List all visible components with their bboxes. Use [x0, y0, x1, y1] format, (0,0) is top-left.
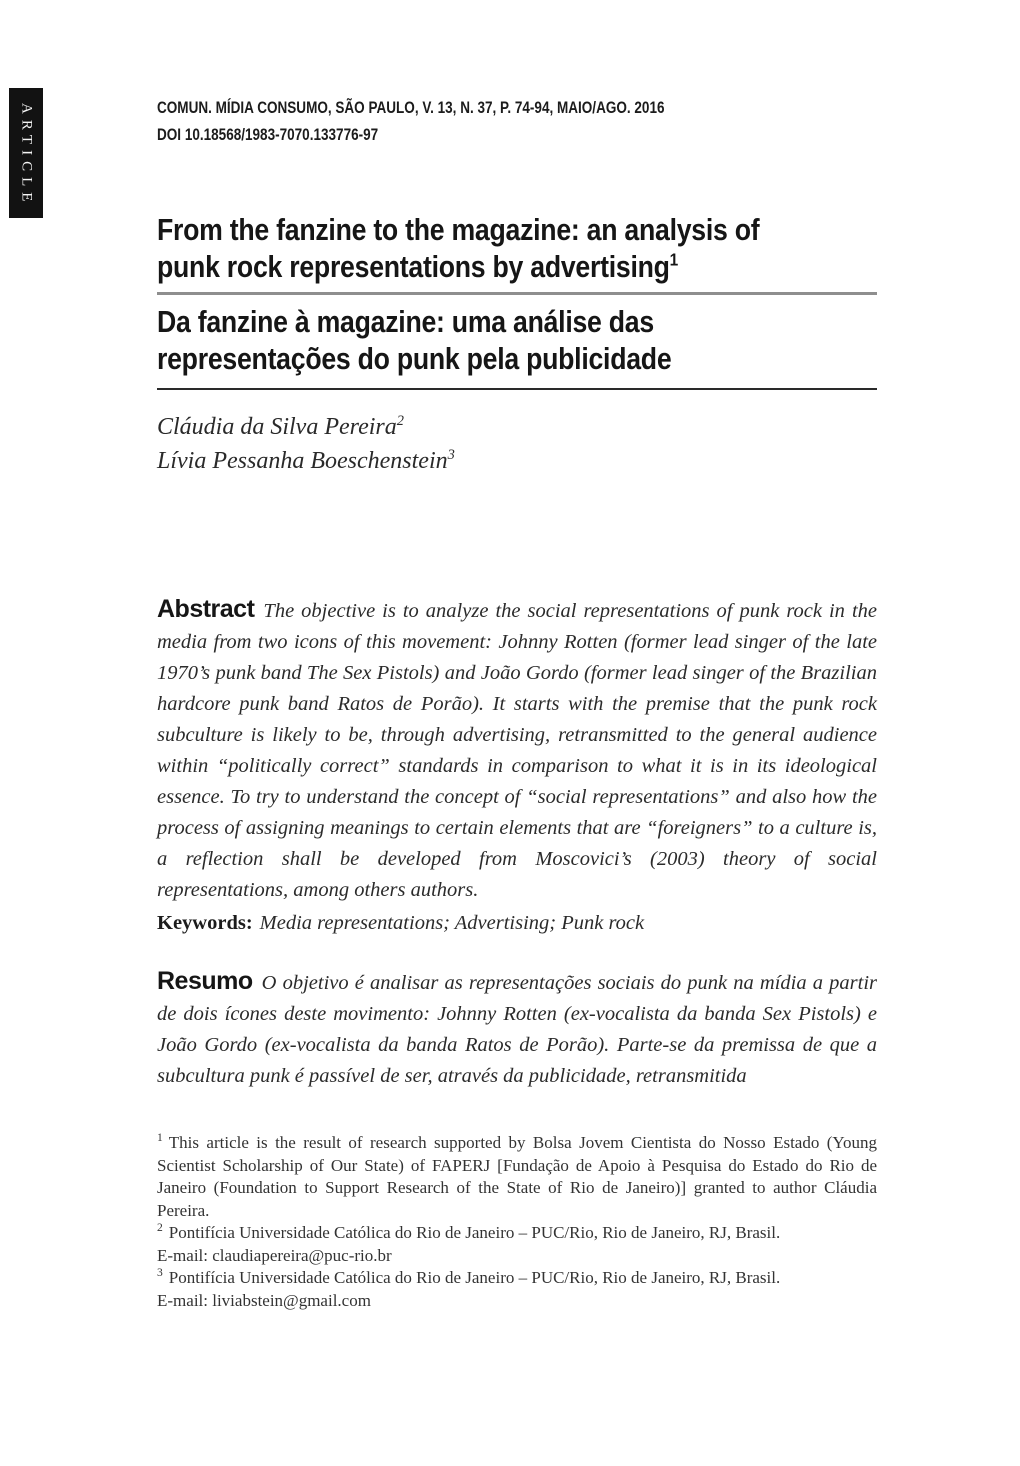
title-footnote-superscript: 1: [669, 249, 679, 270]
resumo-text: O objetivo é analisar as representações sociais do punk na mídia a partir de dois ícones deste movimento: Johnny Rotten (ex-vocalista da banda Sex Pistols) e João Gordo (ex-vocalista da banda Ratos de Porão). Parte-se da premissa de que a subcultura punk é passível de ser, através da publicidade, retransmitida: [157, 972, 877, 1087]
author-2-superscript: 3: [447, 447, 455, 463]
resumo-section: [157, 966, 877, 1092]
footnote-2-email: E-mail: claudiapereira@puc-rio.br: [157, 1245, 392, 1265]
author-1-superscript: 2: [396, 413, 404, 429]
title-portuguese-line-1: Da fanzine à magazine: uma análise das: [157, 304, 654, 339]
author-1: [157, 410, 877, 444]
author-2: [157, 444, 877, 478]
abstract-label: Abstract: [157, 595, 255, 623]
footnote-2-text: Pontifícia Universidade Católica do Rio de Janeiro – PUC/Rio, Rio de Janeiro, RJ, Brasil.: [168, 1223, 781, 1242]
footnote-3: [157, 1267, 877, 1290]
footnote-2-superscript: 2: [157, 1221, 163, 1235]
abstract-section: [157, 594, 877, 939]
footnotes-section: [157, 1132, 877, 1312]
footnote-3-email: E-mail: liviabstein@gmail.com: [157, 1290, 371, 1310]
article-tag-label: ARTICLE: [18, 102, 35, 208]
divider-dark: [157, 388, 877, 390]
doi-line: DOI 10.18568/1983-7070.133776-97: [157, 126, 379, 144]
divider-gray: [157, 292, 877, 295]
title-portuguese-line-2: representações do punk pela publicidade: [157, 341, 672, 376]
footnote-2: [157, 1222, 877, 1245]
title-block: [157, 211, 877, 390]
title-english-line-1: From the fanzine to the magazine: an analysis of: [157, 212, 760, 247]
author-1-name: Cláudia da Silva Pereira: [157, 414, 397, 440]
journal-citation-line: COMUN. MÍDIA CONSUMO, SÃO PAULO, V. 13, N. 37, P. 74-94, MAIO/AGO. 2016: [157, 99, 665, 117]
title-portuguese: [157, 303, 776, 377]
author-2-name: Lívia Pessanha Boeschenstein: [157, 448, 448, 474]
abstract-text: The objective is to analyze the social representations of punk rock in the media from two icons of this movement: Johnny Rotten (former lead singer of the late 1970’s punk band The Sex Pistols) and João Gordo (former lead singer of the Brazilian hardcore punk band Ratos de Porão). It starts with the premise that the punk rock subculture is likely to be, through advertising, retransmitted to the general audience within “politically correct” standards in comparison to what it is in its ideological essence. To try to understand the concept of “social representations” and also how the process of assigning meanings to certain elements that are “foreigners” to a culture is, a reflection shall be developed from Moscovici’s (2003) theory of social representations, among others authors.: [157, 600, 877, 901]
resumo-label: Resumo: [157, 967, 253, 995]
footnote-3-superscript: 3: [157, 1266, 163, 1280]
resumo-paragraph: [157, 966, 877, 1092]
abstract-paragraph: [157, 594, 877, 906]
footnote-3-text: Pontifícia Universidade Católica do Rio de Janeiro – PUC/Rio, Rio de Janeiro, RJ, Brasil.: [168, 1268, 781, 1287]
footnote-1-text: This article is the result of research supported by Bolsa Jovem Cientista do Nosso Estado (Young Scientist Scholarship of Our State) of FAPERJ [Fundação de Apoio à Pesquisa do Estado do Rio de Janeiro (Foundation to Support Research of the State of Rio de Janeiro)] granted to author Cláudia Pereira.: [157, 1133, 877, 1220]
keywords-label: Keywords:: [157, 912, 253, 934]
title-english-line-2: punk rock representations by advertising$^1$: [157, 249, 679, 284]
footnote-1: [157, 1132, 877, 1222]
keywords-text: Media representations; Advertising; Punk rock: [259, 912, 645, 934]
authors-block: [157, 410, 877, 478]
article-type-tag: [9, 88, 43, 218]
keywords-line: [157, 908, 877, 939]
journal-header: [157, 95, 747, 149]
page-content: [157, 0, 877, 1312]
footnote-1-superscript: 1: [157, 1131, 163, 1145]
title-english: [157, 211, 776, 285]
